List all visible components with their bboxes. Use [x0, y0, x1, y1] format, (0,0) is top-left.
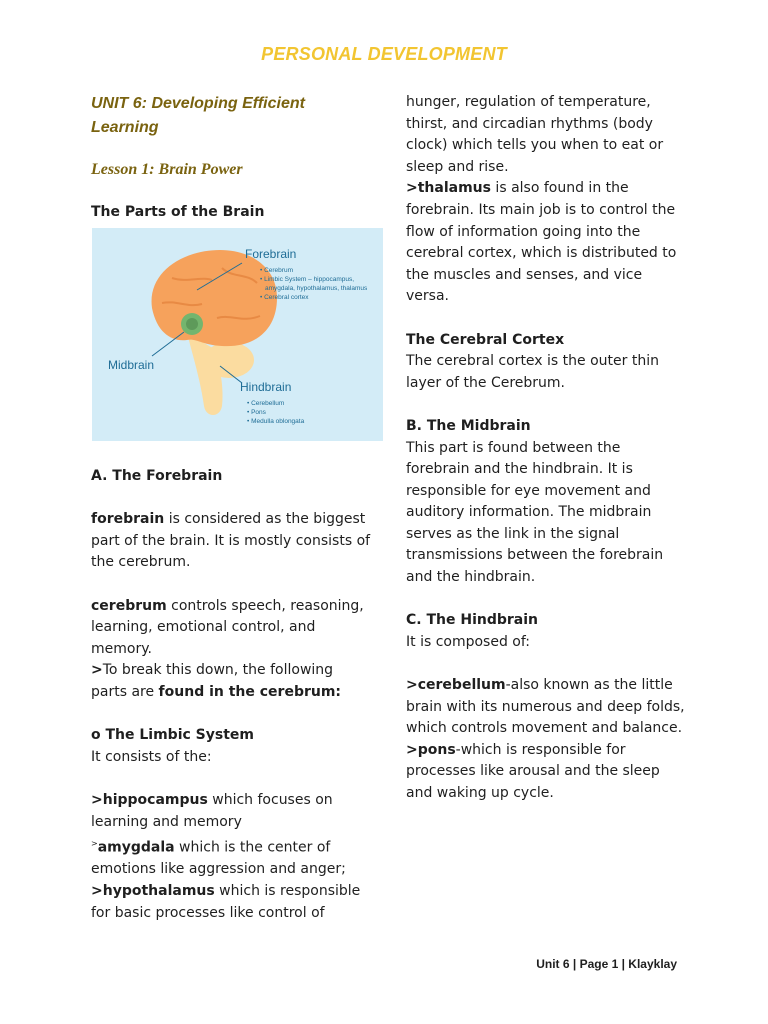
figure-title: The Parts of the Brain	[91, 204, 265, 220]
subheading-limbic-system: o The Limbic System	[91, 727, 254, 744]
lesson-title: Lesson 1: Brain Power	[91, 161, 243, 178]
item-hippocampus	[91, 790, 371, 833]
item-amygdala: >amygdala which is the center of emotions like aggression and anger;	[91, 839, 346, 878]
forebrain-item: • Cerebral cortex	[260, 294, 309, 301]
paragraph-text: To break this down, the following parts are	[91, 662, 334, 700]
term-amygdala: amygdala	[97, 839, 175, 856]
item-pons	[406, 740, 688, 805]
brain-illustration	[92, 228, 383, 441]
cerebrum-shape	[152, 250, 277, 346]
section-heading-midbrain: B. The Midbrain	[406, 417, 531, 434]
paragraph-text: controls speech, reasoning, learning, emotional control, and memory.	[91, 597, 364, 657]
right-column	[406, 92, 688, 805]
hindbrain-intro: It is composed of:	[406, 633, 531, 650]
midbrain-label: Midbrain	[108, 358, 155, 372]
hindbrain-item: • Pons	[247, 409, 266, 416]
hindbrain-label: Hindbrain	[240, 380, 292, 394]
limbic-intro: It consists of the:	[91, 748, 212, 765]
brain-diagram	[92, 228, 383, 441]
bullet-marker: >	[91, 662, 103, 679]
item-cerebellum	[406, 675, 688, 740]
term-cerebrum: cerebrum	[91, 597, 167, 614]
section-heading-forebrain: A. The Forebrain	[91, 468, 223, 484]
paragraph-text: is considered as the biggest part of the brain. It is mostly consists of the cerebrum.	[91, 511, 371, 571]
item-thalamus	[406, 178, 688, 308]
paragraph-midbrain: This part is found between the forebrain and the hindbrain. It is responsible for eye movement and auditory information. The midbrain serves as the link in the signal transmissions between the forebrain and the hindbrain.	[406, 439, 664, 586]
paragraph-hypothalamus-cont: hunger, regulation of temperature, thirst, and circadian rhythms (body clock) which tells you when to eat or sleep and rise.	[406, 94, 664, 175]
term-forebrain: forebrain	[91, 511, 165, 528]
item-text: which focuses on learning and memory	[91, 791, 333, 830]
item-text: -also known as the little brain with its numerous and deep folds, which controls movement and balance.	[406, 677, 685, 737]
item-text: which is the center of emotions like aggression and anger;	[91, 839, 346, 878]
forebrain-item: • Cerebrum	[260, 267, 293, 274]
paragraph-cerebrum	[91, 596, 371, 661]
paragraph-cerebral-cortex: The cerebral cortex is the outer thin layer of the Cerebrum.	[406, 353, 659, 391]
item-text: which is responsible for basic processes like control of	[91, 882, 361, 921]
unit-title: UNIT 6: Developing Efficient Learning	[91, 95, 305, 136]
paragraph-breakdown	[91, 660, 371, 703]
term-hypothalamus: >hypothalamus	[91, 882, 215, 899]
paragraph-forebrain	[91, 509, 371, 574]
page-footer: Unit 6 | Page 1 | Klayklay	[536, 957, 677, 971]
item-hypothalamus	[91, 881, 371, 924]
item-text: -which is responsible for processes like arousal and the sleep and waking up cycle.	[406, 741, 660, 801]
left-column	[91, 466, 371, 924]
hindbrain-item: • Cerebellum	[247, 400, 285, 407]
forebrain-item: amygdala, hypothalamus, thalamus	[265, 285, 368, 292]
term-pons: >pons	[406, 741, 456, 758]
forebrain-item: • Limbic System – hippocampus,	[260, 276, 355, 283]
page-header: PERSONAL DEVELOPMENT	[261, 44, 507, 64]
forebrain-label: Forebrain	[245, 247, 297, 261]
term-cerebellum: >cerebellum	[406, 677, 506, 694]
item-text: is also found in the forebrain. Its main job is to control the flow of information going into the cerebral cortex, which is distributed to the muscles and senses, and vice versa.	[406, 180, 677, 305]
term-thalamus: >thalamus	[406, 180, 491, 197]
term-hippocampus: >hippocampus	[91, 791, 208, 808]
emphasis-text: found in the cerebrum:	[158, 683, 342, 700]
section-heading-cerebral-cortex: The Cerebral Cortex	[406, 331, 565, 348]
section-heading-hindbrain: C. The Hindbrain	[406, 612, 538, 629]
hindbrain-item: • Medulla oblongata	[247, 418, 305, 425]
